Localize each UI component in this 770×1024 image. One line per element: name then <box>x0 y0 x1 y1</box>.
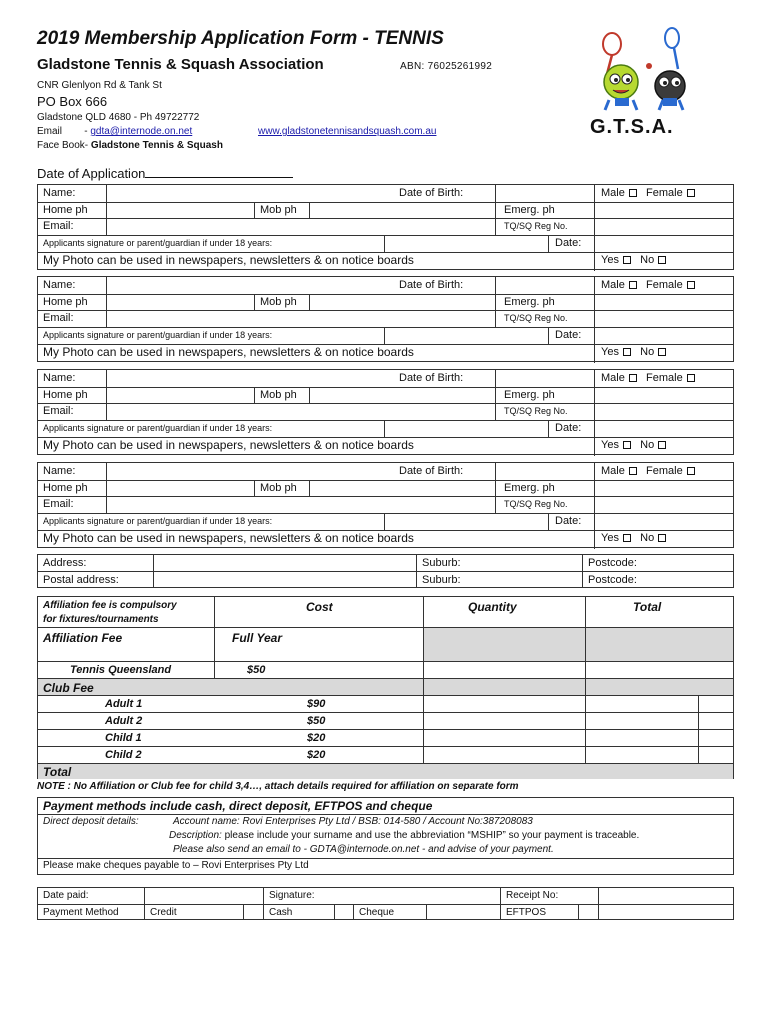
signature-label: Signature: <box>269 890 315 901</box>
signature-label: Applicants signature or parent/guardian if under 18 years: <box>43 516 273 526</box>
dob-label: Date of Birth: <box>399 372 464 384</box>
cheques-payable: Please make cheques payable to – Rovi Enterprises Pty Ltd <box>43 860 309 871</box>
name-field[interactable] <box>107 371 395 386</box>
male-label: Male <box>601 465 625 477</box>
signature-field[interactable] <box>385 421 547 436</box>
male-checkbox[interactable] <box>629 281 637 289</box>
fee-row-price-2: $50 <box>307 715 326 727</box>
tqsq-label: TQ/SQ Reg No. <box>504 221 568 231</box>
compulsory-note-2: for fixtures/tournaments <box>43 614 159 625</box>
account-value: Rovi Enterprises Pty Ltd / BSB: 014-580 / Account No:387208083 <box>242 816 533 827</box>
payment-method-label: Payment Method <box>43 907 119 918</box>
home-ph-field[interactable] <box>107 388 253 403</box>
name-label: Name: <box>43 279 76 291</box>
home-ph-field[interactable] <box>107 203 253 218</box>
male-checkbox[interactable] <box>629 374 637 382</box>
tennis-qld-price: $50 <box>247 664 266 676</box>
fee-row-price-3: $20 <box>307 732 326 744</box>
total-header: Total <box>633 600 662 614</box>
photo-consent-group <box>596 253 666 268</box>
fee-row-label-2: Adult 2 <box>105 715 143 727</box>
name-label: Name: <box>43 465 76 477</box>
dob-field[interactable] <box>496 186 593 201</box>
home-ph-label: Home ph <box>43 389 88 401</box>
payment-box <box>37 797 734 875</box>
account-label: Account name: <box>173 816 240 827</box>
male-checkbox[interactable] <box>629 189 637 197</box>
gender-group <box>596 371 695 386</box>
mob-ph-field[interactable] <box>310 388 494 403</box>
email-field[interactable] <box>107 219 494 234</box>
office-use-table <box>37 887 734 920</box>
address-table <box>37 554 734 588</box>
dob-field[interactable] <box>496 464 593 479</box>
no-label: No <box>640 346 655 358</box>
yes-checkbox[interactable] <box>623 534 631 542</box>
date-field[interactable] <box>595 421 733 436</box>
dob-label: Date of Birth: <box>399 279 464 291</box>
date-field[interactable] <box>595 514 733 529</box>
website-link[interactable]: www.gladstonetennisandsquash.com.au <box>258 126 437 137</box>
description-value: please include your surname and use the abbreviation “MSHIP” so your payment is traceable. <box>224 830 640 841</box>
photo-consent-label: My Photo can be used in newspapers, newsletters & on notice boards <box>43 531 414 545</box>
emerg-ph-label: Emerg. ph <box>504 204 555 216</box>
home-ph-field[interactable] <box>107 295 253 310</box>
mob-ph-label: Mob ph <box>260 389 297 401</box>
fee-row-label-1: Adult 1 <box>105 698 143 710</box>
direct-deposit-label: Direct deposit details: <box>43 816 139 827</box>
yes-label: Yes <box>601 532 619 544</box>
email-label: Email: <box>43 498 74 510</box>
address-field[interactable] <box>154 555 415 571</box>
no-label: No <box>640 254 655 266</box>
page-title: 2019 Membership Application Form - TENNIS <box>37 28 444 49</box>
photo-consent-label: My Photo can be used in newspapers, newsletters & on notice boards <box>43 345 414 359</box>
date-of-application-field[interactable] <box>145 166 293 178</box>
description-line <box>164 830 639 841</box>
male-label: Male <box>601 279 625 291</box>
home-ph-label: Home ph <box>43 482 88 494</box>
cost-header: Cost <box>306 600 333 614</box>
affiliation-fee-label: Affiliation Fee <box>43 631 123 645</box>
signature-field[interactable] <box>385 236 547 251</box>
name-label: Name: <box>43 187 76 199</box>
email-field[interactable] <box>107 497 494 512</box>
name-field[interactable] <box>107 278 395 293</box>
facebook-line <box>37 140 223 151</box>
female-label: Female <box>646 372 683 384</box>
female-checkbox[interactable] <box>687 189 695 197</box>
email-label: Email - <box>37 126 91 137</box>
street-address: CNR Glenlyon Rd & Tank St <box>37 80 162 91</box>
home-ph-label: Home ph <box>43 296 88 308</box>
photo-consent-group <box>596 345 666 360</box>
mob-ph-label: Mob ph <box>260 296 297 308</box>
account-line <box>168 816 533 827</box>
signature-field[interactable] <box>385 514 547 529</box>
date-label: Date: <box>555 515 582 527</box>
yes-checkbox[interactable] <box>623 348 631 356</box>
female-label: Female <box>646 279 683 291</box>
mob-ph-field[interactable] <box>310 295 494 310</box>
gender-group <box>596 278 695 293</box>
signature-label: Applicants signature or parent/guardian if under 18 years: <box>43 330 273 340</box>
member-block-1 <box>37 184 734 270</box>
city-phone: Gladstone QLD 4680 - Ph 49722772 <box>37 112 200 123</box>
dob-label: Date of Birth: <box>399 465 464 477</box>
org-name: Gladstone Tennis & Squash Association <box>37 56 324 73</box>
gender-group <box>596 186 695 201</box>
email-field[interactable] <box>107 311 494 326</box>
address-label: Address: <box>43 557 87 569</box>
postal-postcode-label: Postcode: <box>588 574 637 586</box>
date-field[interactable] <box>595 328 733 343</box>
no-checkbox[interactable] <box>658 534 666 542</box>
no-label: No <box>640 439 655 451</box>
abn: ABN: 76025261992 <box>400 61 493 72</box>
compulsory-note: Affiliation fee is compulsory <box>43 600 177 611</box>
no-checkbox[interactable] <box>658 348 666 356</box>
gender-group <box>596 464 695 479</box>
signature-field[interactable] <box>385 328 547 343</box>
email-link[interactable]: gdta@internode.on.net <box>90 126 193 137</box>
mob-ph-label: Mob ph <box>260 204 297 216</box>
yes-label: Yes <box>601 254 619 266</box>
mob-ph-field[interactable] <box>310 481 494 496</box>
date-label: Date: <box>555 237 582 249</box>
photo-consent-label: My Photo can be used in newspapers, newsletters & on notice boards <box>43 253 414 267</box>
fees-table <box>37 596 734 779</box>
postcode-label: Postcode: <box>588 557 637 569</box>
tqsq-label: TQ/SQ Reg No. <box>504 499 568 509</box>
tqsq-label: TQ/SQ Reg No. <box>504 406 568 416</box>
no-checkbox[interactable] <box>658 441 666 449</box>
female-checkbox[interactable] <box>687 281 695 289</box>
no-checkbox[interactable] <box>658 256 666 264</box>
date-label: Date: <box>555 422 582 434</box>
date-field[interactable] <box>595 236 733 251</box>
member-block-4 <box>37 462 734 548</box>
male-label: Male <box>601 372 625 384</box>
total-row-label: Total <box>43 765 72 779</box>
email-label: Email: <box>43 405 74 417</box>
male-checkbox[interactable] <box>629 467 637 475</box>
yes-label: Yes <box>601 346 619 358</box>
credit-box[interactable] <box>244 905 262 920</box>
name-label: Name: <box>43 372 76 384</box>
name-field[interactable] <box>107 186 395 201</box>
fee-row-price-1: $90 <box>307 698 326 710</box>
fee-row-label-4: Child 2 <box>105 749 142 761</box>
full-year-label: Full Year <box>232 631 283 645</box>
tennis-qld-label: Tennis Queensland <box>70 664 172 676</box>
postal-suburb-label: Suburb: <box>422 574 461 586</box>
facebook-label: Face Book- <box>37 140 91 151</box>
facebook-name: Gladstone Tennis & Squash <box>90 140 223 151</box>
name-field[interactable] <box>107 464 395 479</box>
dob-field[interactable] <box>496 371 593 386</box>
mob-ph-field[interactable] <box>310 203 494 218</box>
email-label: Email: <box>43 312 74 324</box>
tqsq-label: TQ/SQ Reg No. <box>504 313 568 323</box>
club-fee-label: Club Fee <box>43 681 94 695</box>
mob-ph-label: Mob ph <box>260 482 297 494</box>
postal-address-label: Postal address: <box>43 574 119 586</box>
date-of-application-label: Date of Application <box>37 166 146 181</box>
yes-checkbox[interactable] <box>623 256 631 264</box>
emerg-ph-label: Emerg. ph <box>504 482 555 494</box>
cheque-option: Cheque <box>359 907 395 918</box>
home-ph-field[interactable] <box>107 481 253 496</box>
quantity-header: Quantity <box>468 600 517 614</box>
fee-row-label-3: Child 1 <box>105 732 142 744</box>
email-advice: Please also send an email to - GDTA@internode.on.net - and advise of your payment. <box>173 844 554 855</box>
date-paid-label: Date paid: <box>43 890 89 901</box>
logo-text: G.T.S.A. <box>590 116 674 138</box>
postal-address-field[interactable] <box>154 572 415 588</box>
dob-label: Date of Birth: <box>399 187 464 199</box>
payment-heading: Payment methods include cash, direct deposit, EFTPOS and cheque <box>43 799 433 813</box>
date-label: Date: <box>555 329 582 341</box>
signature-label: Applicants signature or parent/guardian if under 18 years: <box>43 238 273 248</box>
female-checkbox[interactable] <box>687 467 695 475</box>
affiliation-note: NOTE : No Affiliation or Club fee for child 3,4…, attach details required for affiliation on separate form <box>37 781 519 792</box>
member-block-3 <box>37 369 734 455</box>
photo-consent-label: My Photo can be used in newspapers, newsletters & on notice boards <box>43 438 414 452</box>
dob-field[interactable] <box>496 278 593 293</box>
female-checkbox[interactable] <box>687 374 695 382</box>
cash-box[interactable] <box>335 905 352 920</box>
no-label: No <box>640 532 655 544</box>
yes-label: Yes <box>601 439 619 451</box>
email-label: Email: <box>43 220 74 232</box>
eftpos-box[interactable] <box>579 905 597 920</box>
description-label: Description: <box>169 830 222 841</box>
photo-consent-group <box>596 438 666 453</box>
fee-row-price-4: $20 <box>307 749 326 761</box>
yes-checkbox[interactable] <box>623 441 631 449</box>
photo-consent-group <box>596 531 666 546</box>
eftpos-option: EFTPOS <box>506 907 547 918</box>
emerg-ph-label: Emerg. ph <box>504 296 555 308</box>
emerg-ph-label: Emerg. ph <box>504 389 555 401</box>
email-field[interactable] <box>107 404 494 419</box>
signature-label: Applicants signature or parent/guardian if under 18 years: <box>43 423 273 433</box>
female-label: Female <box>646 465 683 477</box>
date-of-application <box>37 166 293 181</box>
email-line <box>37 126 192 137</box>
member-block-2 <box>37 276 734 362</box>
female-label: Female <box>646 187 683 199</box>
male-label: Male <box>601 187 625 199</box>
cash-option: Cash <box>269 907 293 918</box>
receipt-no-label: Receipt No: <box>506 890 559 901</box>
po-box: PO Box 666 <box>37 94 108 109</box>
credit-option: Credit <box>150 907 177 918</box>
suburb-label: Suburb: <box>422 557 461 569</box>
home-ph-label: Home ph <box>43 204 88 216</box>
